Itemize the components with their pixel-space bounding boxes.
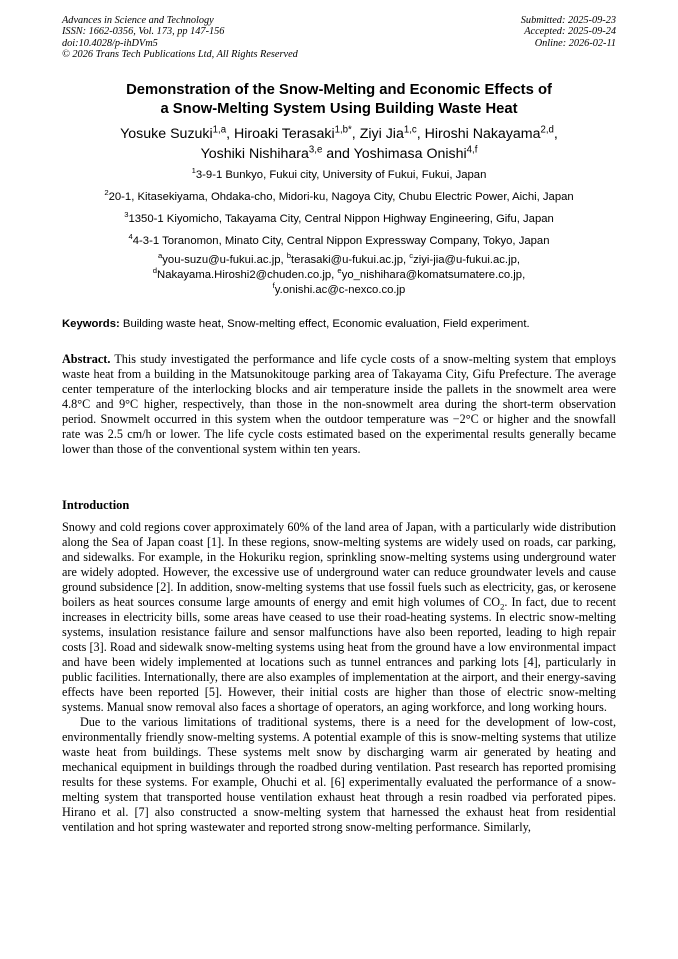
affiliation-sup: 3 <box>124 210 129 220</box>
submitted-date: Submitted: 2025-09-23 <box>520 15 616 26</box>
email-f[interactable]: y.onishi.ac@c-nexco.co.jp <box>274 284 406 296</box>
email-sup: c <box>409 251 414 261</box>
journal-name: Advances in Science and Technology <box>62 15 214 26</box>
author-sup: 1,c <box>403 124 417 136</box>
author-sup: 2,d <box>540 124 554 136</box>
email-sup: e <box>337 266 342 276</box>
email-sup: d <box>152 266 158 276</box>
affiliation-text: 4-3-1 Toranomon, Minato City, Central Nippon Expressway Company, Tokyo, Japan <box>132 235 550 247</box>
email-b[interactable]: terasaki@u-fukui.ac.jp <box>291 254 403 266</box>
author-sup: 3,e <box>308 144 323 156</box>
paragraph: Due to the various limitations of traditional systems, there is a need for the development of low-cost, environmentally friendly snow-melting systems. A potential example of this is snow-melting systems that utilize waste heat from buildings. These systems melt snow by discharging warm air generated by heating and mechanical equipment in buildings through the roadbed during ventilation. Past research has reported promising results for these systems. For example, Ohuchi et al. [6] experimentally evaluated the performance of a snow-melting system that transported house ventilation exhaust heat through a resin roadbed via perforated pipes. Hirano et al. [7] also constructed a snow-melting system that harnessed the exhaust heat from residential ventilation and hot spring wastewater and reported strong snow-melting performance. Similarly, <box>62 715 616 834</box>
email-sup: f <box>272 281 275 291</box>
affiliation-text: 3-9-1 Bunkyo, Fukui city, University of Fukui, Fukui, Japan <box>195 169 487 181</box>
author-name: Yoshimasa Onishi <box>353 146 467 162</box>
author-name: Yosuke Suzuki <box>120 126 213 142</box>
email-list <box>62 253 616 298</box>
abstract <box>62 352 616 457</box>
email-e[interactable]: yo_nishihara@komatsumatere.co.jp <box>341 269 523 281</box>
affiliation-sup: 1 <box>191 166 196 176</box>
abstract-text: This study investigated the performance and life cycle costs of a snow-melting system that employs waste heat from a building in the Matsunokitouge parking area of Takayama City, Gifu Prefecture. The average center temperature of the interlocking blocks and air temperature inside the pallets in the snowmelt area were 4.8°C and 9°C higher, respectively, than those in the non-snowmelt area during the short-term observation period. Snowmelt occurred in this system when the outdoor temperature was −2°C or higher and the snowfall rate was 2.5 cm/h or lower. The life cycle costs estimated based on the experimental results generally became lower than those of the conventional system within ten years. <box>62 352 617 456</box>
issn-line: ISSN: 1662-0356, Vol. 173, pp 147-156 <box>62 26 225 38</box>
author-name: Yoshiki Nishihara <box>200 146 309 162</box>
author-list <box>62 124 616 164</box>
title-line-1: Demonstration of the Snow-Melting and Economic Effects of <box>126 82 552 98</box>
email-c[interactable]: ziyi-jia@u-fukui.ac.jp <box>413 254 517 266</box>
author-sep: , <box>226 126 234 142</box>
journal-header-right <box>356 15 616 49</box>
author-sep: , <box>416 126 425 142</box>
author-line-1 <box>62 124 616 144</box>
journal-header-left <box>62 15 362 60</box>
author-name: Ziyi Jia <box>359 126 404 142</box>
introduction-body <box>62 520 616 835</box>
keywords <box>62 317 616 331</box>
affiliation-text: 1350-1 Kiyomicho, Takayama City, Central Nippon Highway Engineering, Gifu, Japan <box>128 213 554 225</box>
email-sup: b <box>286 251 292 261</box>
paper-title <box>62 81 616 119</box>
online-date: Online: 2026-02-11 <box>534 37 616 49</box>
author-sup: 1,b* <box>334 124 352 136</box>
email-line-1: $^a$you-suzu@u-fukui.ac.jp, $^b$terasaki@u-fukui.ac.jp, $^c$ziyi-jia@u-fukui.ac.jp, <box>157 251 521 266</box>
author-sup: 1,a <box>212 124 227 136</box>
affiliation-sup: 2 <box>104 188 109 198</box>
author-sup: 4,f <box>466 144 478 156</box>
affiliation-list <box>62 168 616 256</box>
affiliation-sup: 4 <box>128 232 133 242</box>
author-name: Hiroshi Nakayama <box>424 126 541 142</box>
section-heading-introduction: Introduction <box>62 498 130 512</box>
doi-line: doi:10.4028/p-ihDVm5 <box>62 37 158 49</box>
subscript: 2 <box>500 601 505 612</box>
copyright-line: © 2026 Trans Tech Publications Ltd, All Rights Reserved <box>62 48 298 60</box>
email-d[interactable]: Nakayama.Hiroshi2@chuden.co.jp <box>157 269 332 281</box>
affiliation-2 <box>62 190 616 212</box>
paragraph-text: . In fact, due to recent increases in electricity bills, some areas have ceased to use their road-heating systems. In electric snow-melting systems, insulation resistance failure and sensor malfunctions have also been reported, leading to high repair costs [3]. Road and sidewalk snow-melting systems using heat from the ground have a low environmental impact and have been widely implemented at locations such as tunnel entrances and parking lots [4], particularly in public facilities. Internationally, there are also examples of implementation at the airport, and their energy-saving effects have been reported [5]. However, their initial costs are higher than those of electric snow-melting systems. Manual snow removal also faces a shortage of operators, an aging workforce, and long working hours. <box>62 595 616 714</box>
keywords-label: Keywords: <box>62 318 120 330</box>
author-sep: , <box>553 126 558 142</box>
author-name: Hiroaki Terasaki <box>233 126 335 142</box>
affiliation-1 <box>62 168 616 190</box>
accepted-date: Accepted: 2025-09-24 <box>524 26 616 38</box>
keywords-text: Building waste heat, Snow-melting effect, Economic evaluation, Field experiment. <box>122 318 530 330</box>
author-sep: and <box>322 146 354 162</box>
author-line-2 <box>62 144 616 164</box>
paragraph-text: Snowy and cold regions cover approximately 60% of the land area of Japan, with a particularly wide distribution along the Sea of Japan coast [1]. In these regions, snow-melting systems are widely used on roads, car parking, and sidewalks. For example, in the Hokuriku region, sprinkling snow-melting systems using underground water are widely adopted. However, the excessive use of underground water can reduce groundwater levels and cause ground subsidence [2]. In addition, snow-melting systems that use fossil fuels such as electricity, gas, or kerosene boilers as heat sources consume large amounts of energy and emit high volumes of CO <box>62 520 616 609</box>
abstract-label: Abstract. <box>62 352 111 366</box>
author-sep: , <box>351 126 360 142</box>
title-line-2: a Snow-Melting System Using Building Waste Heat <box>160 101 518 117</box>
email-line-2: $^d$Nakayama.Hiroshi2@chuden.co.jp, $^e$yo_nishihara@komatsumatere.co.jp, <box>152 266 526 281</box>
email-sup: a <box>157 251 163 261</box>
paragraph <box>62 520 616 715</box>
affiliation-3 <box>62 212 616 234</box>
email-a[interactable]: you-suzu@u-fukui.ac.jp <box>162 254 281 266</box>
email-line-3 <box>62 283 616 298</box>
affiliation-text: 20-1, Kitasekiyama, Ohdaka-cho, Midori-ku, Nagoya City, Chubu Electric Power, Aichi, Japan <box>108 191 574 203</box>
